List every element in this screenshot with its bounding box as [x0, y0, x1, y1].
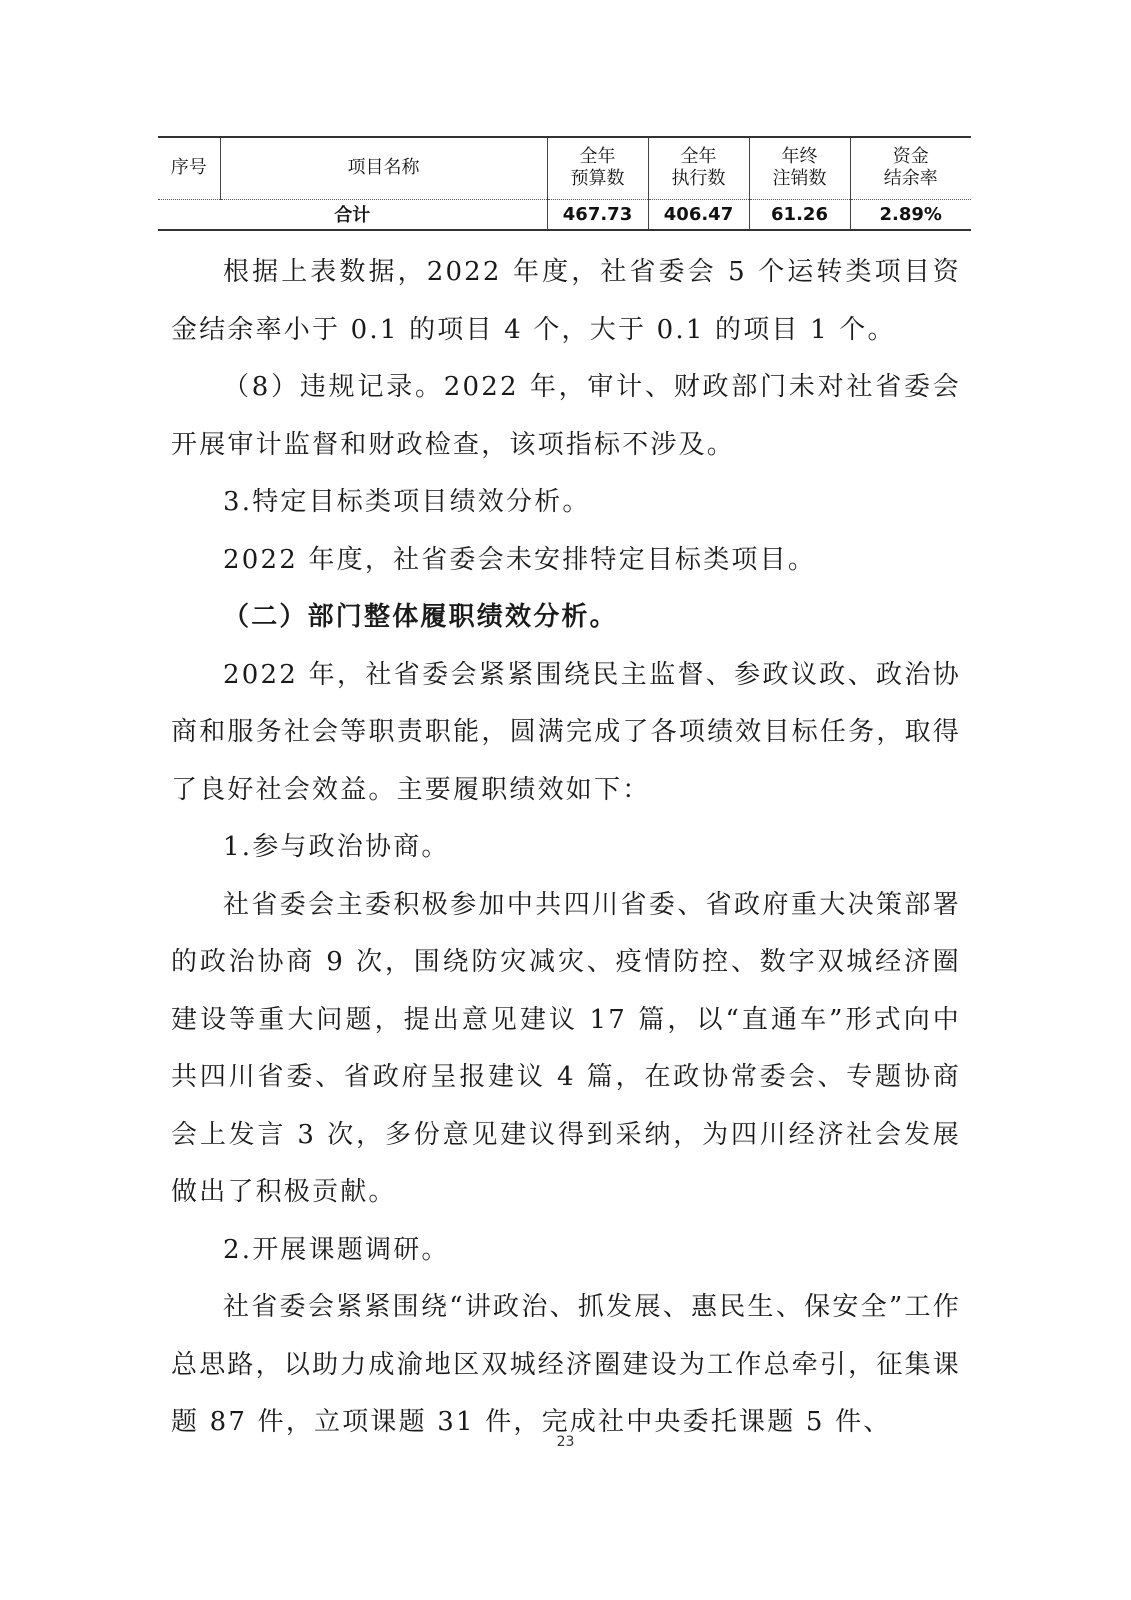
paragraph-political-consultation: 社省委会主委积极参加中共四川省委、省政府重大决策部署的政治协商 9 次，围绕防灾减灾、疫情防控、数字双城经济圈建设等重大问题，提出意见建议 17 篇，以“直通车”形式向中共四川省委、省政府呈报建议 4 篇，在政协常委会、专题协商会上发言 3 次，多份意见建议得到采纳，为四川经济社会发展做出了积极贡献。	[171, 889, 961, 1207]
total-label: 合计	[334, 205, 371, 227]
paragraph-heading-research: 2.开展课题调研。	[223, 1234, 450, 1265]
total-budget: 467.73	[547, 199, 648, 230]
paragraph-balance-summary: 根据上表数据，2022 年度，社省委会 5 个运转类项目资金结余率小于 0.1 的项目 4 个，大于 0.1 的项目 1 个。	[171, 257, 961, 345]
header-year-end-cancelled-line1: 年终	[781, 146, 818, 168]
header-annual-executed-line2: 执行数	[671, 168, 726, 190]
header-year-end-cancelled-line2: 注销数	[772, 168, 827, 190]
total-balance-rate: 2.89%	[850, 199, 971, 230]
header-annual-budget-line1: 全年	[579, 146, 616, 168]
paragraph-special-projects: 2022 年度，社省委会未安排特定目标类项目。	[223, 544, 817, 575]
header-index: 序号	[170, 157, 207, 179]
header-project-name: 项目名称	[220, 137, 547, 199]
table-total-row	[158, 199, 971, 230]
header-balance-rate	[850, 137, 971, 199]
page-number: 23	[556, 1434, 575, 1450]
header-year-end-cancelled	[749, 137, 850, 199]
header-annual-budget	[547, 137, 648, 199]
header-annual-budget-line2: 预算数	[570, 168, 625, 190]
total-cancelled: 61.26	[749, 199, 850, 230]
paragraph-heading-political-consultation: 1.参与政治协商。	[223, 832, 450, 862]
header-balance-rate-line2: 结余率	[883, 168, 938, 190]
body-text	[171, 244, 961, 1452]
header-annual-executed-line1: 全年	[680, 146, 717, 168]
paragraph-heading-special-projects: 3.特定目标类项目绩效分析。	[223, 487, 591, 517]
budget-table	[158, 136, 971, 231]
table-header-row	[158, 137, 971, 199]
paragraph-research: 社省委会紧紧围绕“讲政治、抓发展、惠民生、保安全”工作总思路，以助力成渝地区双城经济圈建设为工作总牵引，征集课题 87 件，立项课题 31 件，完成社中央委托课题 5 件、	[171, 1292, 961, 1437]
total-executed: 406.47	[648, 199, 749, 230]
header-annual-executed	[648, 137, 749, 199]
budget-table-container	[158, 136, 971, 231]
paragraph-overall-performance: 2022 年，社省委会紧紧围绕民主监督、参政议政、政治协商和服务社会等职责职能，圆满完成了各项绩效目标任务，取得了良好社会效益。主要履职绩效如下：	[171, 659, 961, 805]
header-balance-rate-line1: 资金	[892, 146, 929, 168]
section-heading-overall-performance: （二）部门整体履职绩效分析。	[223, 602, 618, 632]
paragraph-violation-record: （8）违规记录。2022 年，审计、财政部门未对社省委会开展审计监督和财政检查，该项指标不涉及。	[171, 372, 961, 460]
